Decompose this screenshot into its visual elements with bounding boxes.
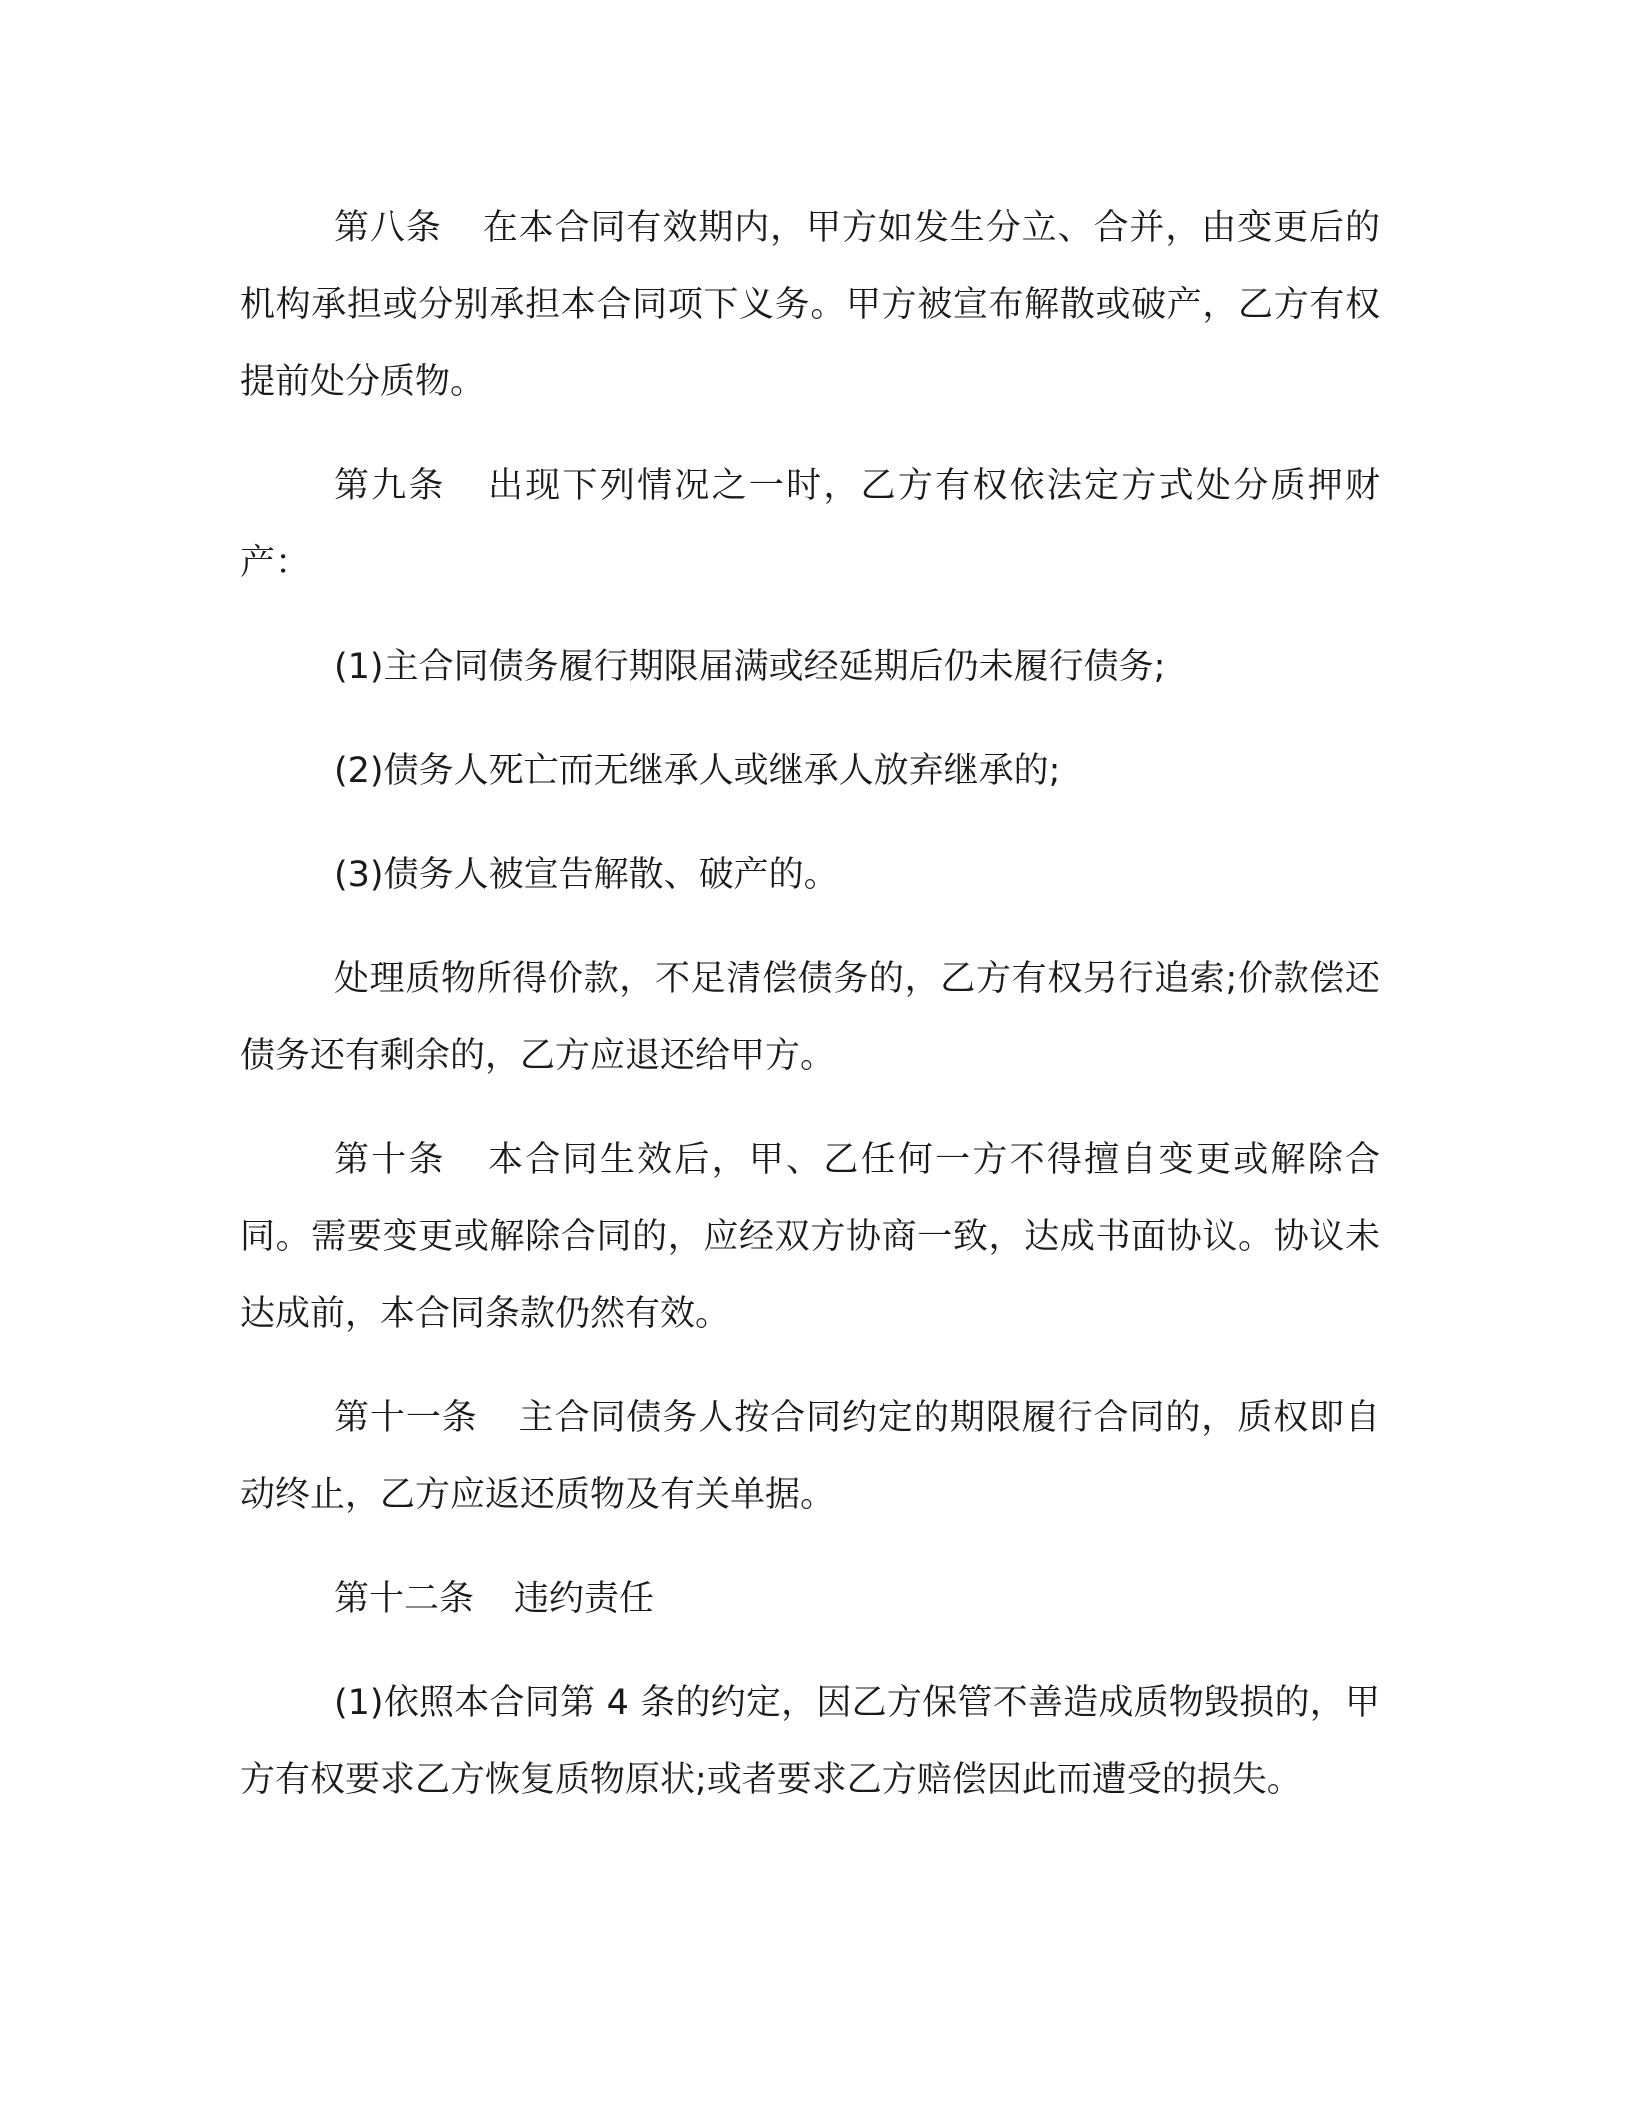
list-item-text: (1)主合同债务履行期限届满或经延期后仍未履行债务; — [334, 647, 1166, 687]
document-page — [240, 190, 1380, 1819]
proceeds-paragraph — [240, 941, 1380, 1095]
article-8-paragraph — [240, 190, 1380, 421]
article-9-title: 第九条 — [334, 466, 446, 506]
article-12-text: 违约责任 — [514, 1579, 655, 1619]
article-11-paragraph — [240, 1380, 1380, 1534]
article-8-text: 在本合同有效期内，甲方如发生分立、合并，由变更后的机构承担或分别承担本合同项下义务。甲方被宣布解散或破产，乙方有权提前处分质物。 — [240, 208, 1380, 402]
list-item-text: (3)债务人被宣告解散、破产的。 — [334, 855, 839, 895]
article-10-paragraph — [240, 1122, 1380, 1353]
article-11-text: 主合同债务人按合同约定的期限履行合同的，质权即自动终止，乙方应返还质物及有关单据。 — [240, 1398, 1380, 1515]
article-10-text: 本合同生效后，甲、乙任何一方不得擅自变更或解除合同。需要变更或解除合同的，应经双方协商一致，达成书面协议。协议未达成前，本合同条款仍然有效。 — [240, 1140, 1380, 1334]
article-9-text: 出现下列情况之一时，乙方有权依法定方式处分质押财产： — [240, 466, 1380, 583]
list-item-3 — [240, 837, 1380, 914]
article-12-title: 第十二条 — [334, 1579, 475, 1619]
proceeds-text: 处理质物所得价款，不足清偿债务的，乙方有权另行追索;价款偿还债务还有剩余的，乙方应退还给甲方。 — [240, 959, 1380, 1076]
article-12-paragraph — [240, 1561, 1380, 1638]
list-item-2 — [240, 733, 1380, 810]
article-8-title: 第八条 — [334, 208, 442, 248]
liability-item-1 — [240, 1665, 1380, 1819]
list-item-text: (1)依照本合同第 4 条的约定，因乙方保管不善造成质物毁损的，甲方有权要求乙方恢复质物原状;或者要求乙方赔偿因此而遭受的损失。 — [240, 1683, 1380, 1800]
article-9-paragraph — [240, 448, 1380, 602]
list-item-1 — [240, 629, 1380, 706]
list-item-text: (2)债务人死亡而无继承人或继承人放弃继承的; — [334, 751, 1061, 791]
article-11-title: 第十一条 — [334, 1398, 478, 1438]
article-10-title: 第十条 — [334, 1140, 446, 1180]
